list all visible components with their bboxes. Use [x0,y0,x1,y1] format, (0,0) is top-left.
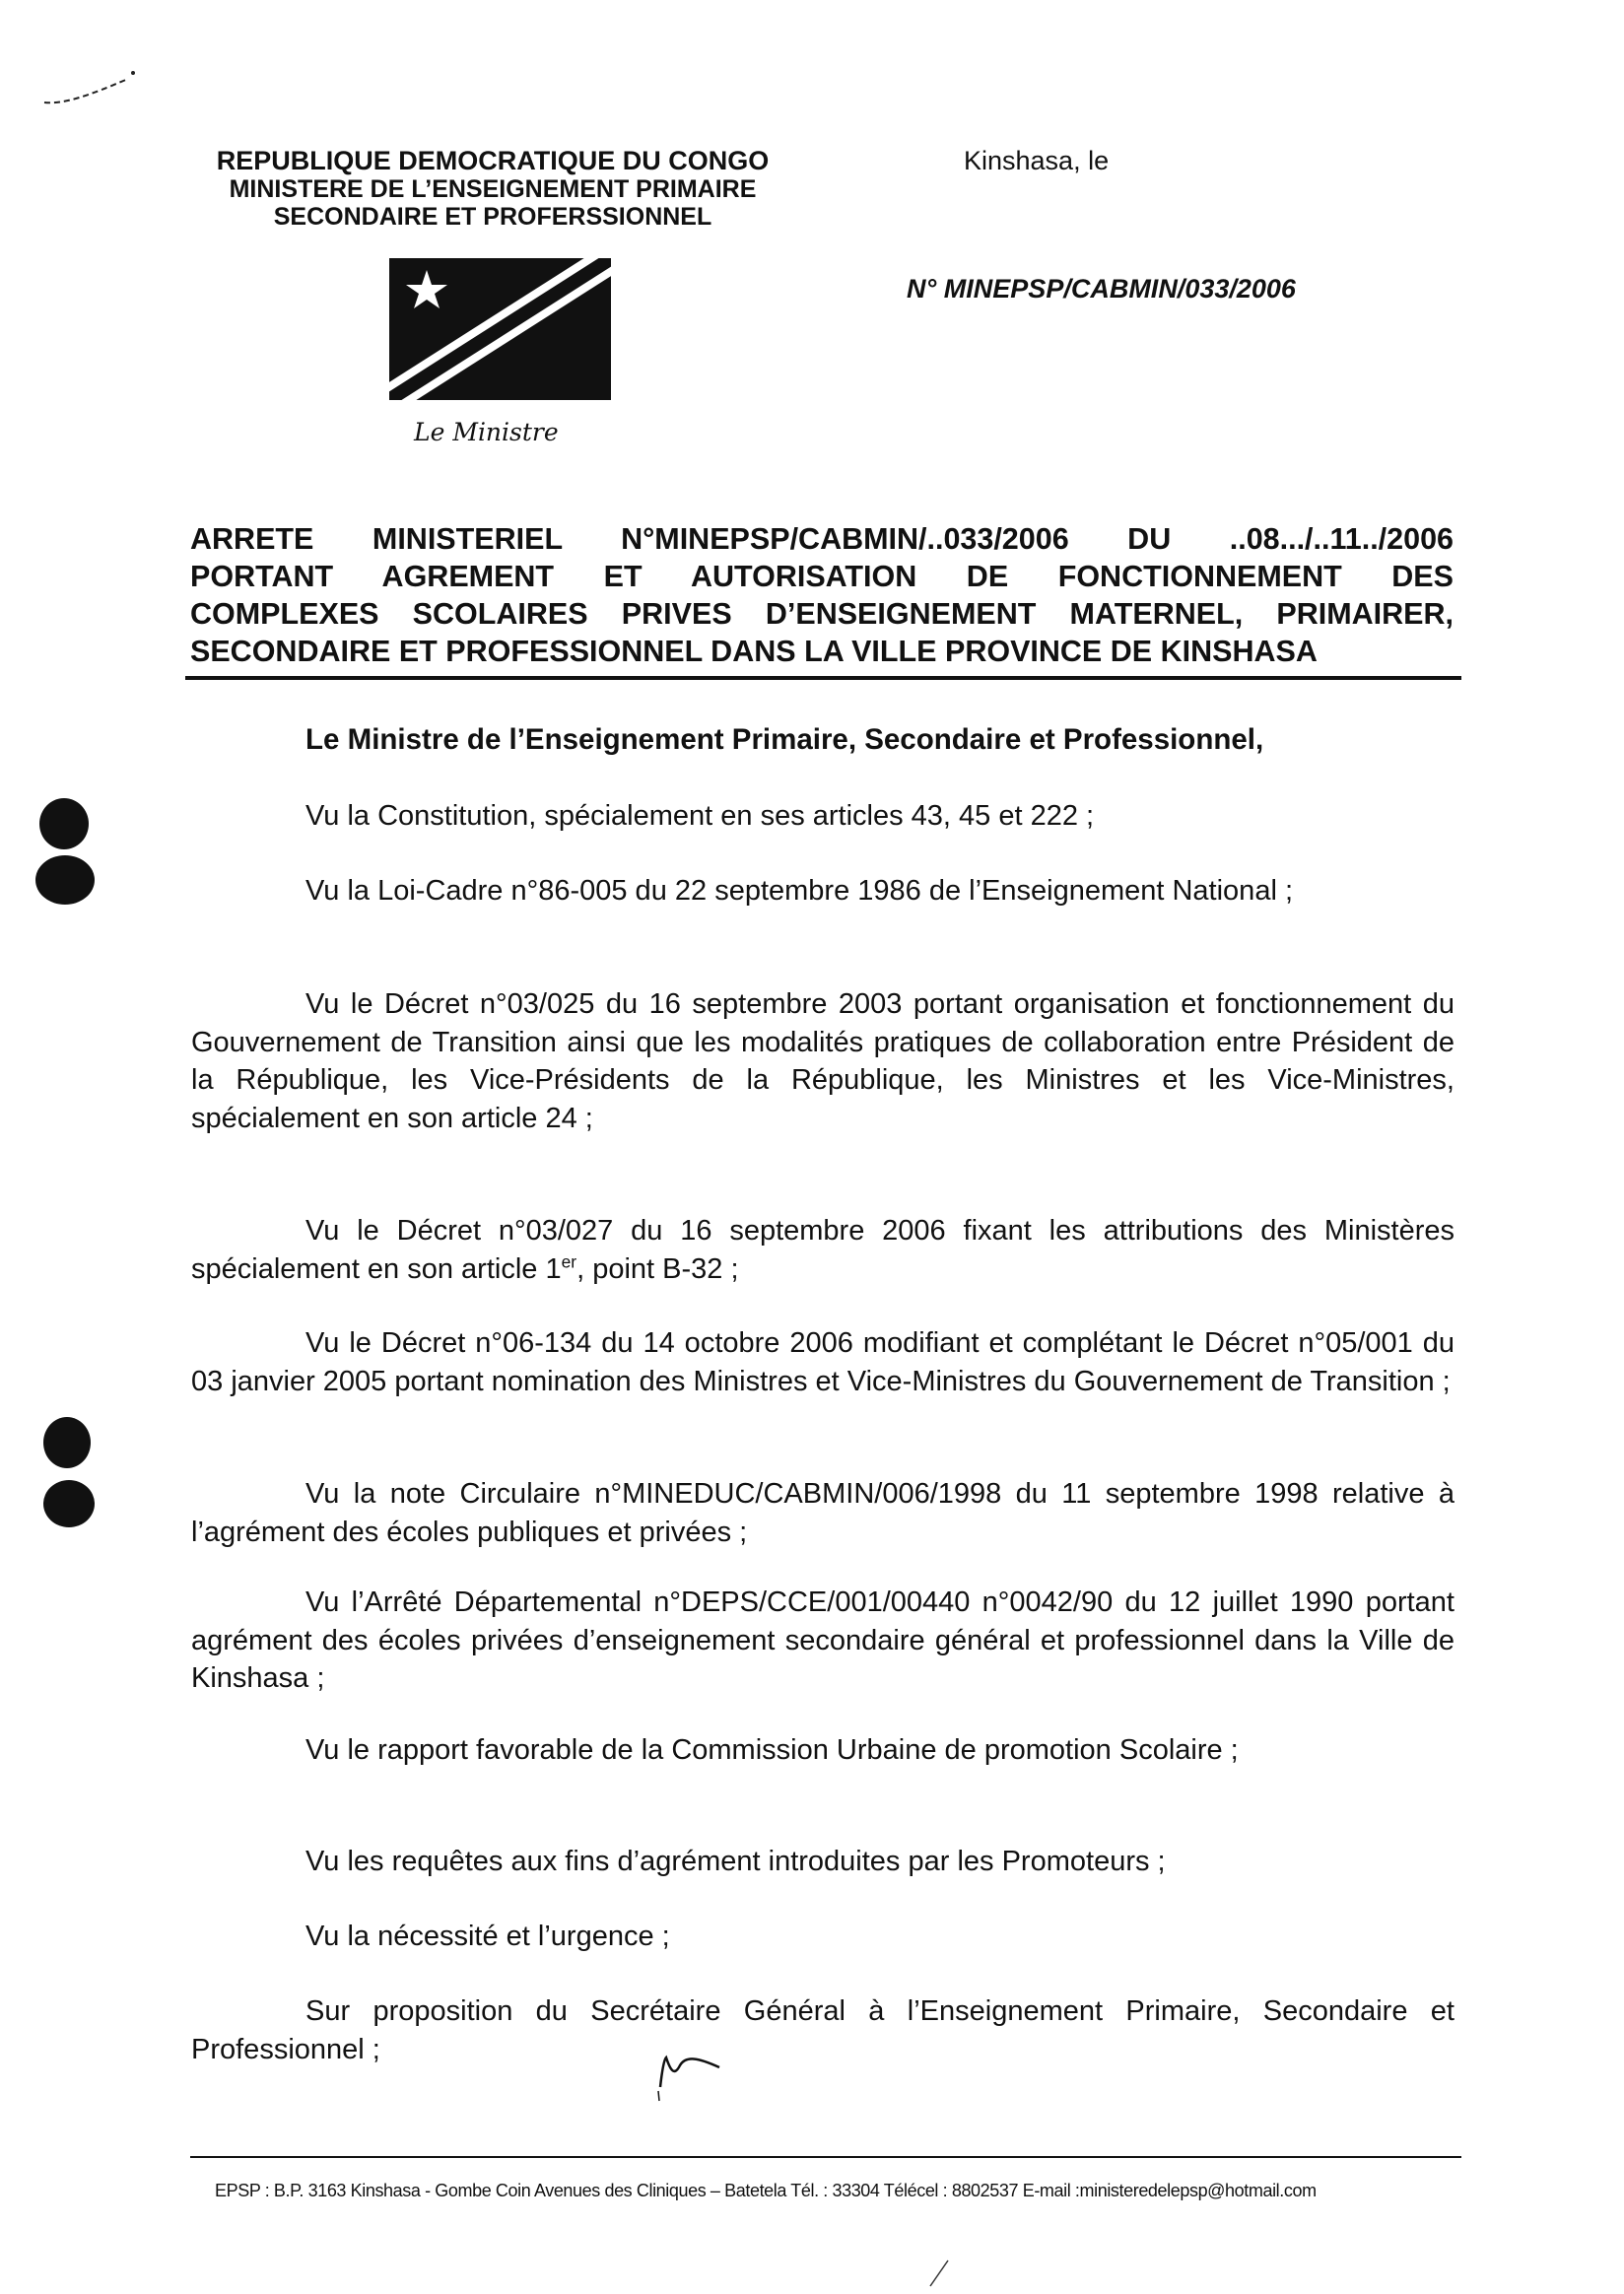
paragraph [191,1731,1455,1770]
paragraph [191,1918,1455,1956]
paragraph [191,797,1455,836]
paragraph [191,985,1455,1137]
title-line: SECONDAIRE ET PROFESSIONNEL DANS LA VILLE PROVINCE DE KINSHASA [190,635,1318,669]
title-line: COMPLEXES SCOLAIRES PRIVES D’ENSEIGNEMENT MATERNEL, PRIMAIRER, [190,597,1454,632]
paragraph [191,1992,1455,2068]
paragraph-text: Vu la note Circulaire n°MINEDUC/CABMIN/006/1998 du 11 septembre 1998 relative à l’agrément des écoles publiques et privées ; [191,1478,1455,1548]
paragraph [191,1324,1455,1400]
paragraph-text: Vu le Décret n°06-134 du 14 octobre 2006 modifiant et complétant le Décret n°05/001 du 03 janvier 2005 portant nomination des Ministres et Vice-Ministres du Gouvernement de Transition ; [191,1327,1455,1397]
handwritten-initials [650,2040,739,2109]
drc-flag-icon [389,258,611,400]
footer-rule [190,2156,1461,2158]
punch-hole [35,855,95,905]
reference-number: N° MINEPSP/CABMIN/033/2006 [907,274,1296,304]
paragraph-text: Vu la Constitution, spécialement en ses articles 43, 45 et 222 ; [305,800,1095,832]
paragraph-text: Sur proposition du Secrétaire Général à l’Enseignement Primaire, Secondaire et Professionnel ; [191,1995,1455,2065]
country-name: REPUBLIQUE DEMOCRATIQUE DU CONGO [216,146,770,175]
paragraph-text: Vu la Loi-Cadre n°86-005 du 22 septembre 1986 de l’Enseignement National ; [305,875,1294,907]
paragraph [191,1843,1455,1881]
paragraph-text: Vu le Décret n°03/025 du 16 septembre 2003 portant organisation et fonctionnement du Gouvernement de Transition ainsi que les modalités pratiques de collaboration entre Président de la République, les Vice-Présidents de la République, les Ministres et les Vice-Ministres, spécialement en son article 24 ; [191,988,1455,1134]
punch-hole [43,1417,91,1468]
paragraph-text: Vu les requêtes aux fins d’agrément introduites par les Promoteurs ; [305,1846,1166,1877]
place-date: Kinshasa, le [964,146,1110,175]
punch-hole [39,798,89,849]
title-underline [185,676,1461,680]
paragraph-text: Vu l’Arrêté Départemental n°DEPS/CCE/001/00440 n°0042/90 du 12 juillet 1990 portant agrément des écoles privées d’enseignement secondaire général et professionnel dans la Ville de Kinshasa ; [191,1586,1455,1694]
footer-address: EPSP : B.P. 3163 Kinshasa - Gombe Coin Avenues des Cliniques – Batetela Tél. : 33304 Télécel : 8802537 E-mail :ministeredelepsp@hotmail.com [215,2181,1317,2200]
minister-heading: Le Ministre de l’Enseignement Primaire, Secondaire et Professionnel, [305,723,1264,756]
scan-mark-bottom [926,2257,956,2290]
paragraph [191,1212,1455,1288]
superscript: er [561,1250,577,1271]
decree-title [190,520,1454,671]
paragraph [191,872,1455,911]
paragraph-text: Vu le Décret n°03/027 du 16 septembre 2006 fixant les attributions des Ministères spécialement en son article 1er, point B-32 ; [191,1215,1455,1285]
paragraph-text: Vu le rapport favorable de la Commission Urbaine de promotion Scolaire ; [305,1734,1239,1766]
minister-label: Le Ministre [414,418,559,446]
scan-mark-top-left [39,61,148,120]
paragraph [191,1475,1455,1551]
ministry-line1: MINISTERE DE L’ENSEIGNEMENT PRIMAIRE [229,175,757,204]
title-line: PORTANT AGREMENT ET AUTORISATION DE FONCTIONNEMENT DES [190,560,1454,594]
letterhead [148,146,838,231]
title-line: ARRETE MINISTERIEL N°MINEPSP/CABMIN/..033/2006 DU ..08.../..11../2006 [190,522,1454,556]
paragraph-text: Vu la nécessité et l’urgence ; [305,1921,670,1952]
paragraph [191,1584,1455,1698]
ministry-line2: SECONDAIRE ET PROFERSSIONNEL [273,203,712,232]
punch-hole [43,1480,95,1527]
